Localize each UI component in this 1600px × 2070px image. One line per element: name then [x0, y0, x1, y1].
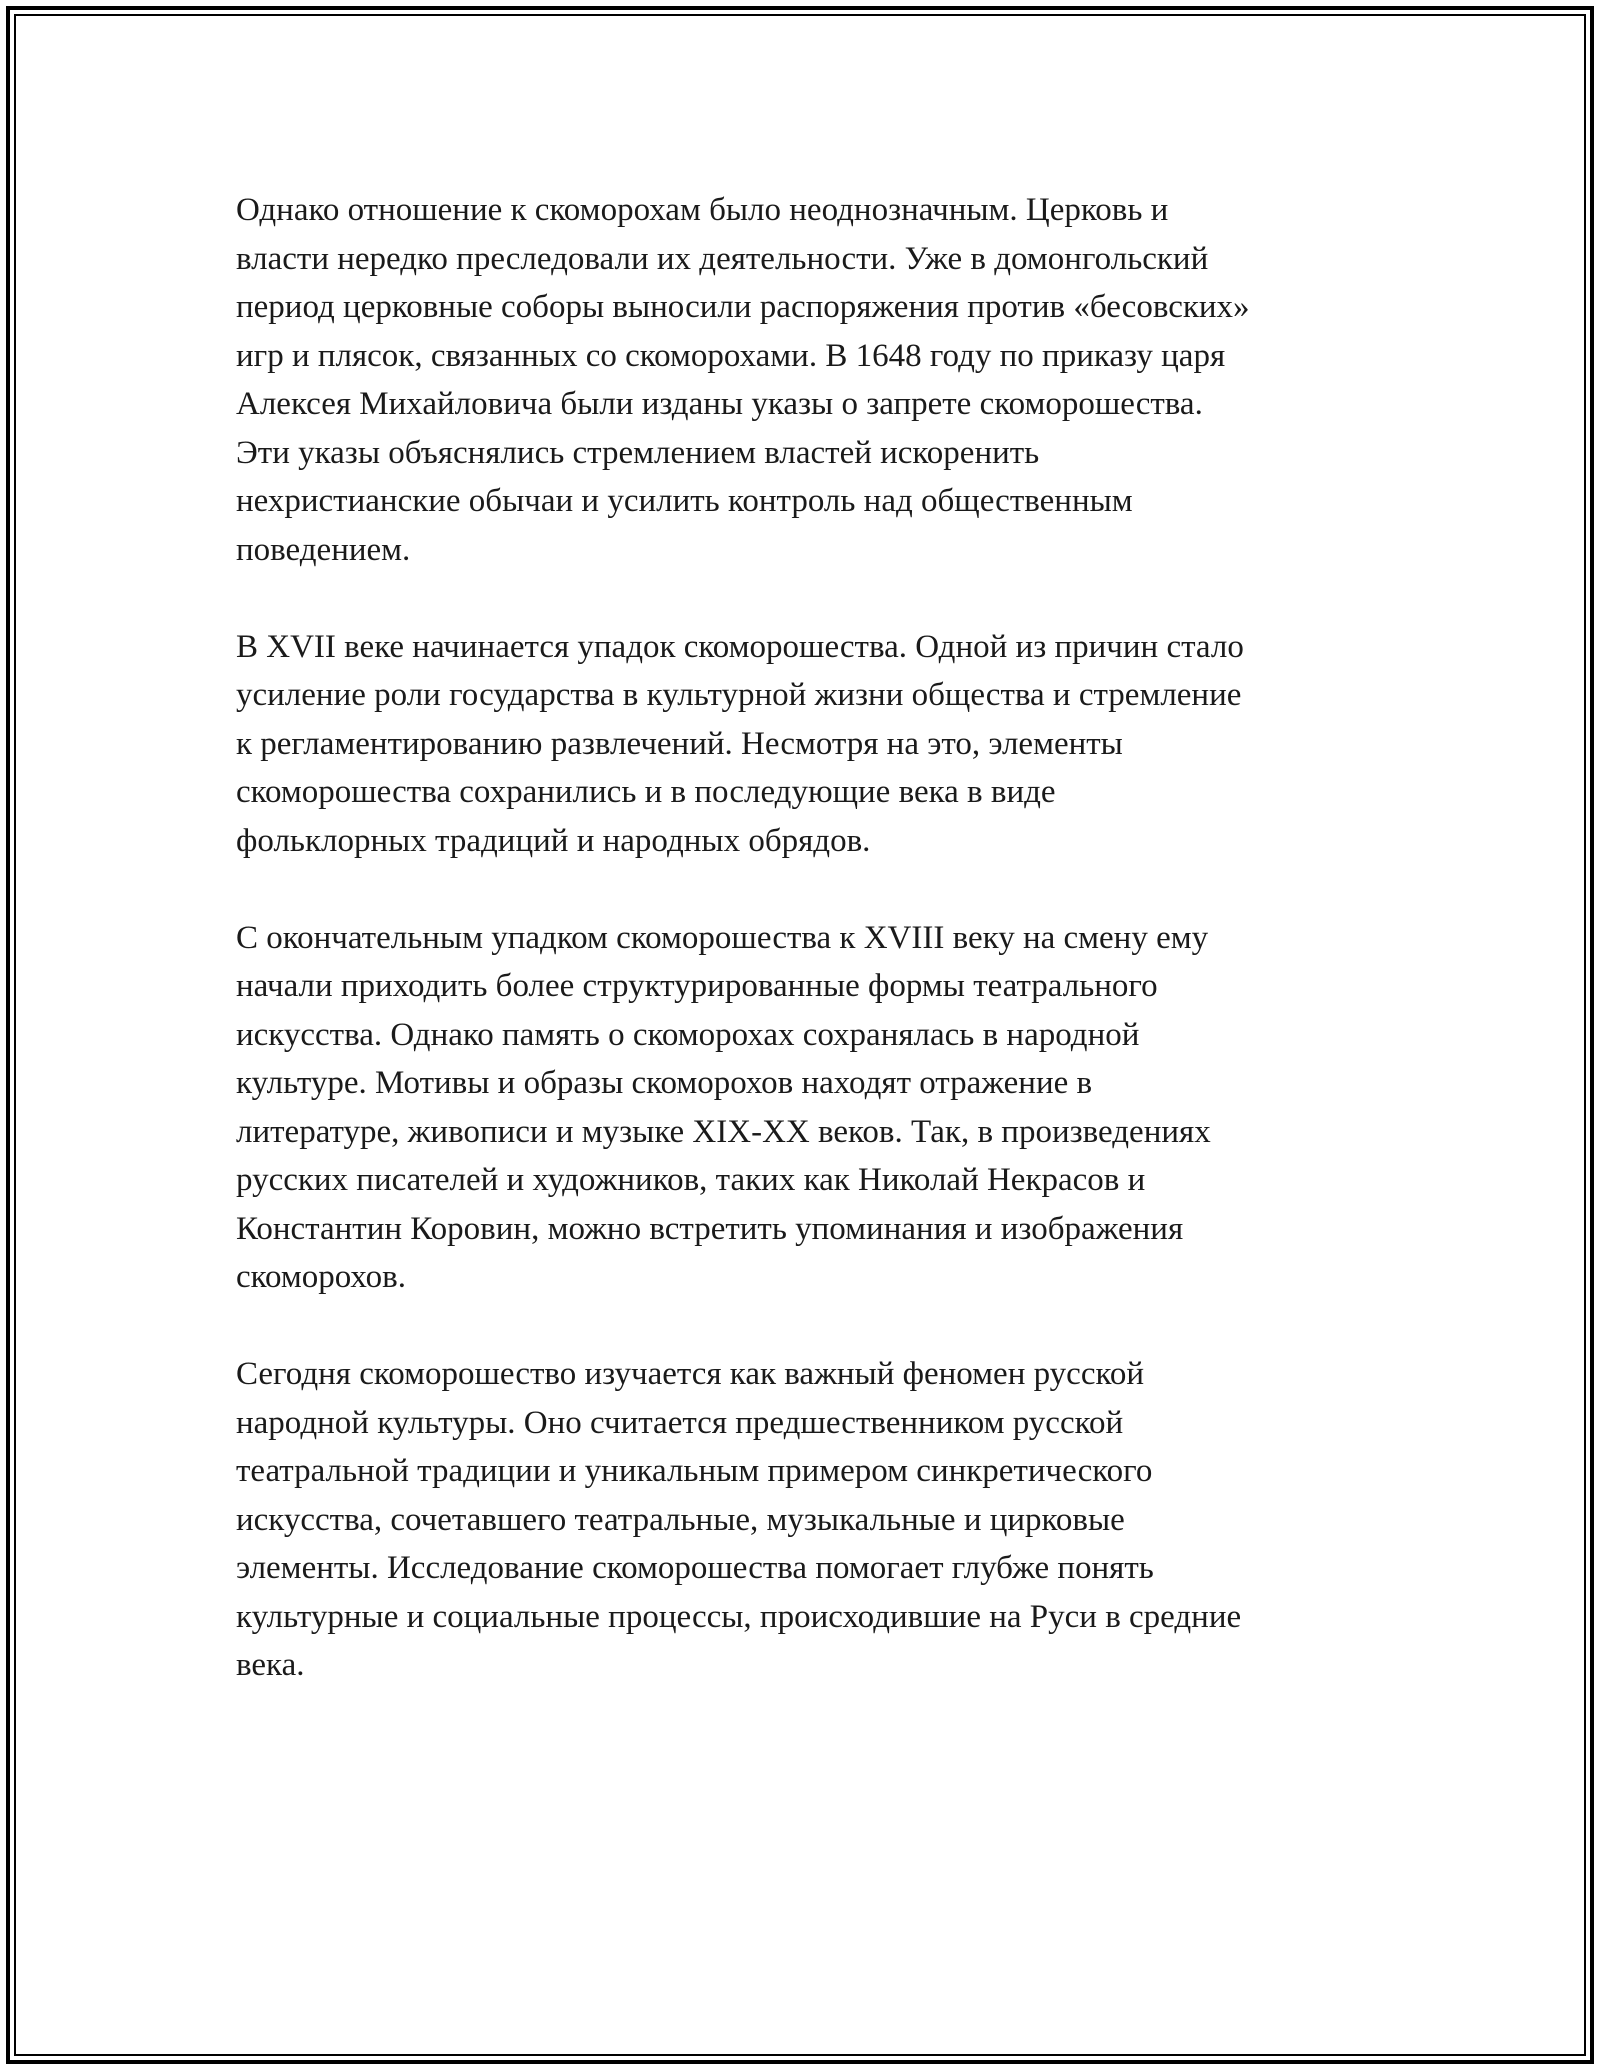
paragraph-1: Однако отношение к скоморохам было неоднозначным. Церковь и власти нередко преследовали их деятельности. Уже в домонгольский период церковные соборы выносили распоряжения против «бесовских» игр и плясок, связанных со скоморохами. В 1648 году по приказу царя Алексея Михайловича были изданы указы о запрете скоморошества. Эти указы объяснялись стремлением властей искоренить нехристианские обычаи и усилить контроль над общественным поведением.: [236, 192, 1250, 568]
paragraph-3: С окончательным упадком скоморошества к XVIII веку на смену ему начали приходить более структурированные формы театрального искусства. Однако память о скоморохах сохранялась в народной культуре. Мотивы и образы скоморохов находят отражение в литературе, живописи и музыке XIX-XX веков. Так, в произведениях русских писателей и художников, таких как Николай Некрасов и Константин Коровин, можно встретить упоминания и изображения скоморохов.: [236, 919, 1211, 1295]
paragraph-2: В XVII веке начинается упадок скоморошества. Одной из причин стало усиление роли государства в культурной жизни общества и стремление к регламентированию развлечений. Несмотря на это, элементы скоморошества сохранились и в последующие века в виде фольклорных традиций и народных обрядов.: [236, 628, 1244, 859]
paragraph-4: Сегодня скоморошество изучается как важный феномен русской народной культуры. Оно считается предшественником русской театральной традиции и уникальным примером синкретического искусства, сочетавшего театральные, музыкальные и цирковые элементы. Исследование скоморошества помогает глубже понять культурные и социальные процессы, происходившие на Руси в средние века.: [236, 1356, 1242, 1683]
document-body: [236, 186, 1386, 1738]
